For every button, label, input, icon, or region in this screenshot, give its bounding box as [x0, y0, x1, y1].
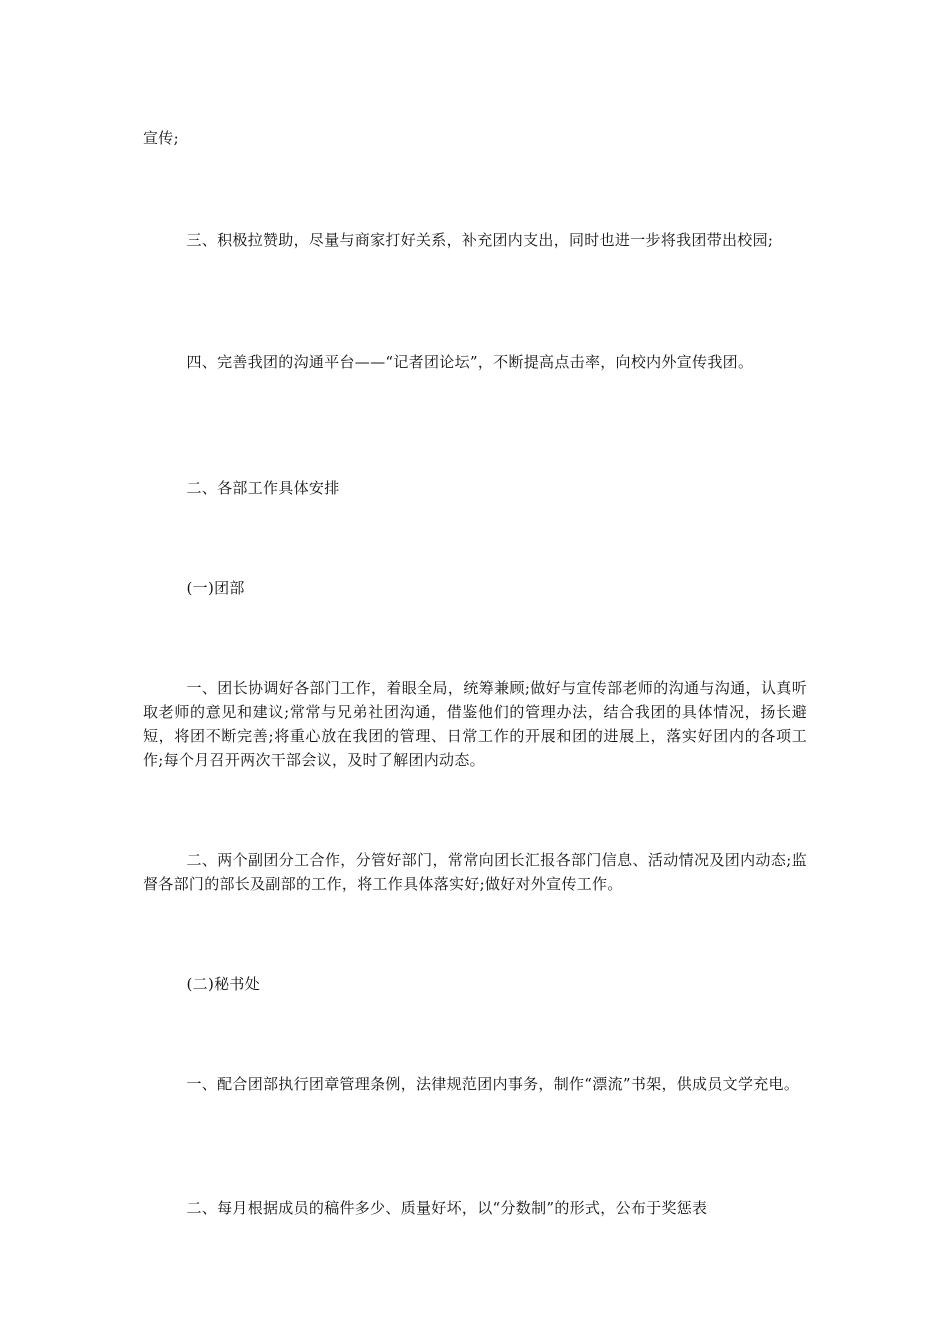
subsection-heading-tuanbu: (一)团部 — [186, 579, 245, 597]
paragraph-secretariat-one: 一、配合团部执行团章管理条例，法律规范团内事务，制作“漂流”书架，供成员文学充电。 — [186, 1075, 800, 1093]
subsection-heading-secretariat: (二)秘书处 — [186, 975, 261, 993]
paragraph-tuanbu-two: 二、两个副团分工合作，分管好部门，常常向团长汇报各部门信息、活动情况及团内动态;监督各部门的部长及副部的工作，将工作具体落实好;做好对外宣传工作。 — [143, 851, 807, 893]
section-heading: 二、各部工作具体安排 — [186, 479, 340, 497]
paragraph-secretariat-two: 二、每月根据成员的稿件多少、质量好坏，以“分数制”的形式，公布于奖惩表 — [186, 1199, 708, 1217]
paragraph-item-three: 三、积极拉赞助，尽量与商家打好关系，补充团内支出，同时也进一步将我团带出校园; — [186, 231, 774, 249]
paragraph-item-four: 四、完善我团的沟通平台——“记者团论坛”，不断提高点击率，向校内外宣传我团。 — [186, 353, 754, 371]
paragraph-tuanbu-one: 一、团长协调好各部门工作，着眼全局，统筹兼顾;做好与宣传部老师的沟通与沟通，认真听取老师的意见和建议;常常与兄弟社团沟通，借鉴他们的管理办法，结合我团的具体情况，扬长避短，将团不断完善;将重心放在我团的管理、日常工作的开展和团的进展上，落实好团内的各项工作;每个月召开两次干部会议，及时了解团内动态。 — [143, 679, 807, 769]
paragraph-continuation: 宣传; — [143, 129, 179, 147]
